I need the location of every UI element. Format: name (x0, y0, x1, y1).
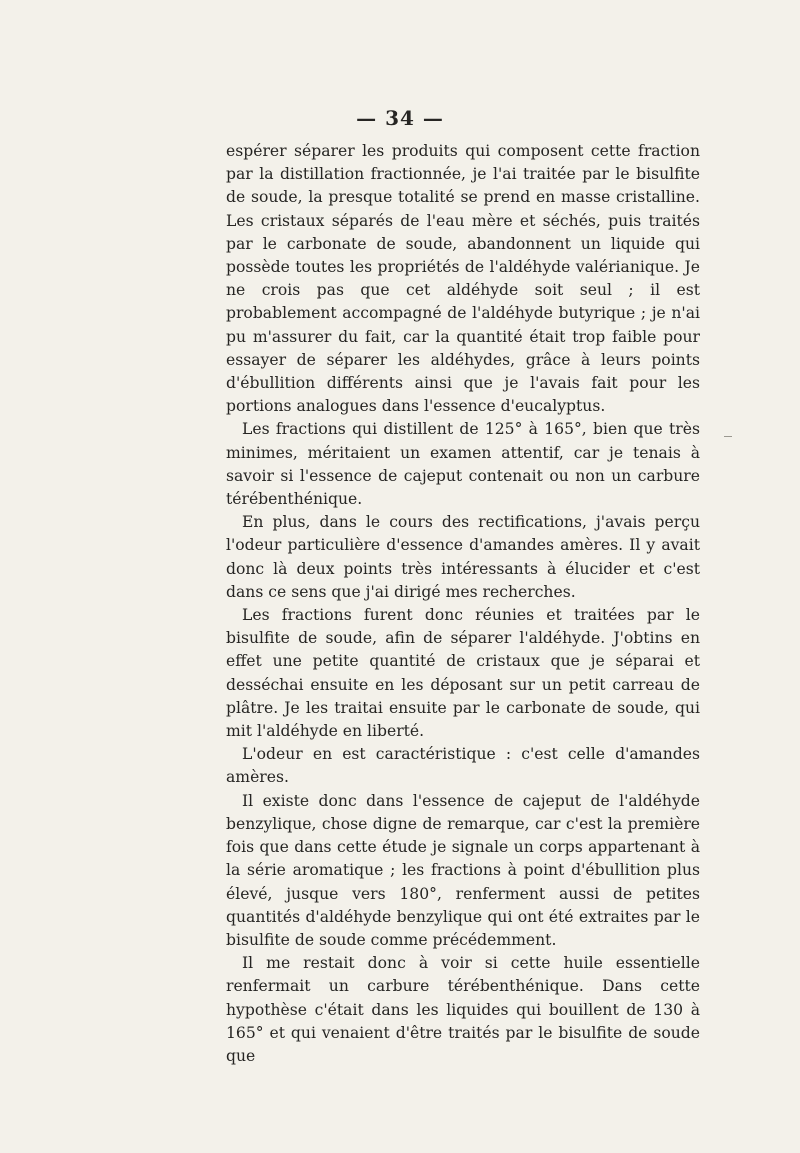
paragraph-terebenthenic-carbide: Il me restait donc à voir si cette huile essentielle renfermait un carbure térébenthénique. Dans cette hypothèse c'était dans les liquides qui bouillent de 130 à 165° et qui venaient d'être traités par le bisulfite de soude que (226, 954, 700, 1065)
paragraph-bisulfite-treatment: Les fractions furent donc réunies et traitées par le bisulfite de soude, afin de séparer l'aldéhyde. J'obtins en effet une petite quantité de cristaux que je séparai et desséchai ensuite en les déposant sur un petit carreau de plâtre. Je les traitai ensuite par le carbonate de soude, qui mit l'aldéhyde en liberté. (226, 606, 700, 741)
paragraph-continuation: espérer séparer les produits qui composent cette fraction par la distillation fractionnée, je l'ai traitée par le bisulfite de soude, la presque totalité se prend en masse cristalline. Les cristaux séparés de l'eau mère et séchés, puis traités par le carbonate de soude, abandonnent un liquide qui possède toutes les propriétés de l'aldéhyde valérianique. Je ne crois pas que cet aldéhyde soit seul ; il est probablement accompagné de l'aldéhyde butyrique ; je n'ai pu m'assurer du fait, car la quantité était trop faible pour essayer de séparer les aldéhydes, grâce à leurs points d'ébullition différents ainsi que je l'avais fait pour les portions analogues dans l'essence d'eucalyptus. (226, 142, 700, 416)
page-number: — 34 — (356, 106, 444, 130)
margin-mark (724, 436, 732, 437)
paragraph-bitter-almond-odor: En plus, dans le cours des rectifications, j'avais perçu l'odeur particulière d'essence d'amandes amères. Il y avait donc là deux points très intéressants à élucider et c'est dans ce sens que j'ai dirigé mes recherches. (226, 513, 700, 601)
page-body-text (226, 140, 700, 1068)
paragraph-fractions-125-165: Les fractions qui distillent de 125° à 165°, bien que très minimes, méritaient un examen attentif, car je tenais à savoir si l'essence de cajeput contenait ou non un carbure térébenthénique. (226, 420, 700, 509)
paragraph-benzaldehyde: Il existe donc dans l'essence de cajeput de l'aldéhyde benzylique, chose digne de remarque, car c'est la première fois que dans cette étude je signale un corps appartenant à la série aromatique ; les fractions à point d'ébullition plus élevé, jusque vers 180°, renferment aussi de petites quantités d'aldéhyde benzylique qui ont été extraites par le bisulfite de soude comme précédemment. (226, 791, 700, 949)
paragraph-characteristic-odor: L'odeur en est caractéristique : c'est celle d'amandes amères. (226, 745, 700, 787)
